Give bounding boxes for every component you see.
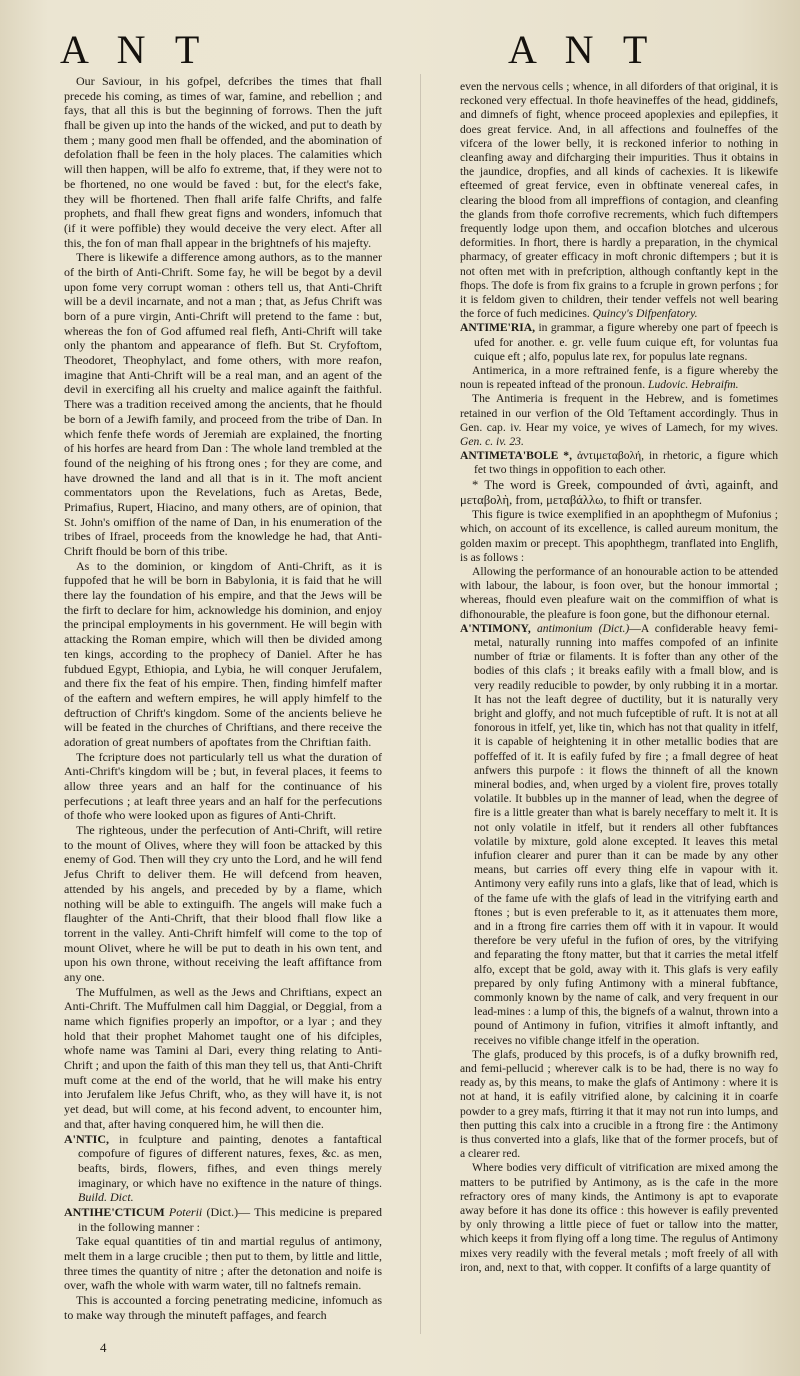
right-column <box>460 80 778 1275</box>
entry-source: Ludovic. Hebraifm. <box>648 378 739 392</box>
entry-term: ANTIME'RIA, <box>460 321 536 335</box>
dictionary-entry-antihecticum <box>64 1205 382 1234</box>
dictionary-entry-antimeria <box>460 321 778 364</box>
entry-greek: ἀντιμεταβολή, <box>576 449 645 463</box>
paragraph: The Muffulmen, as well as the Jews and Chriftians, expect an Anti-Chrift. The Muffulmen call him Daggial, or Deggial, from a name which fignifies properly an impoftor, or a lyar ; and they hold that their prophet Mahomet taught one of his difciples, whofe name was Tamini al Dari, every thing relating to Anti-Chrift ; and upon the faith of this man they tell us, that Anti-Chrift muft come at the end of the world, that he will make his entry into Jerufalem like Jefus Chrift, who, as they will have it, is not yet dead, but will come, at his fecond advent, to encounter him, and that, after having conquered him, he will then die. <box>64 984 382 1131</box>
entry-term: ANTIHE'CTICUM <box>64 1204 165 1219</box>
entry-source: (Dict.) <box>598 621 630 635</box>
entry-term-after: (Dict.)— This medicine is prepared in the following manner : <box>78 1204 383 1234</box>
entry-text: in grammar, a figure whereby one part of fpeech is ufed for another. e. gr. velle fuum cuique eft, for voluntas fua cuique eft ; alfo, populus late rex, for populus late regnans. <box>474 321 778 363</box>
entry-term-latin: Poterii <box>168 1204 203 1219</box>
paragraph: Take equal quantities of tin and martial regulus of antimony, melt them in a large crucible ; then put to them, by little and little, three times the quantity of nitre ; after the detonation and noife is over, wafh the whole with warm water, till no faltnefs remain. <box>64 1234 382 1293</box>
paragraph: Allowing the performance of an honourable action to be attended with labour, the labour, is foon over, but the honour immortal ; whereas, fhould even pleafure wait on the commiffion of what is difhonourable, the pleafure is foon gone, but the difhonour eternal. <box>460 564 778 621</box>
left-column <box>64 74 382 1322</box>
paragraph <box>460 392 778 449</box>
paragraph: This figure is twice exemplified in an apophthegm of Mufonius ; which, on account of its excellence, is called aureum monitum, the golden maxim or precept. This apophthegm, tranflated into Englifh, is as follows : <box>460 508 778 564</box>
dictionary-entry-antic <box>64 1132 382 1205</box>
page-number: 4 <box>100 1340 107 1355</box>
paragraph <box>460 80 778 321</box>
entry-source: Quincy's Difpenfatory. <box>592 307 698 321</box>
entry-term: A'NTIC, <box>64 1131 110 1146</box>
paragraph <box>460 364 778 392</box>
dictionary-entry-antimetabole <box>460 449 778 477</box>
entry-term-latin: antimonium <box>537 621 593 635</box>
running-head-right: A N T <box>508 27 658 72</box>
paragraph: Our Saviour, in his gofpel, defcribes the times that fhall precede his coming, as times of war, famine, and rebellion ; and fays, that all this is but the beginning of forrows. Then the juft fhall be given up into the hands of the wicked, and put to death by them ; many good men fhall be offended, and the abomination of defolation fhall be feen in the holy places. The calamities which will then happen, will be alfo fo extreme, that, if they were not to be fhortened, no one would be faved : but, for the elect's fake, they will be fhortened. Then fhall arife falfe Chrifts, and falfe prophets, and fhall fhew great figns and wonders, infomuch that (if it were poffible) they would deceive the very elect. After all this, the fon of man fhall appear in the brightnefs of his majefty. <box>64 74 382 250</box>
paragraph: Where bodies very difficult of vitrification are mixed among the matters to be putrified by Antimony, as is the cafe in the more refractory ores of many kinds, the Antimony is apt to evaporate away before it has done its office : this however is eafily prevented by only throwing a little piece of fuet or tallow into the matter, which keeps it from flying off a long time. The regulus of Antimony mixes very readily with the feveral metals ; moft freely of all with iron, and, next to that, with copper. It confifts of a large quantity of <box>460 1161 778 1274</box>
paragraph: As to the dominion, or kingdom of Anti-Chrift, as it is fuppofed that he will be born in Babylonia, it is faid that he will there lay the foundation of his empire, and that the Jews will be the firft to declare for him, acknowledge his dominion, and enjoy the principal employments in his government. He will begin with attacking the Roman empire, which will then be divided among ten kings, according to the prophecy of Daniel. After he has fubdued Egypt, Ethiopia, and Lybia, he will conquer Jerufalem, and there fix the feat of his empire. Then, finding himfelf mafter of the eaftern and weftern empires, he will apply himfelf to the deftruction of Chrift's kingdom. Some of the ancients believe he will be feated in the churches of Chriftians, and there receive the adoration of great numbers of apoftates from the Chriftian faith. <box>64 558 382 749</box>
entry-text: The Antimeria is frequent in the Hebrew, and is fometimes retained in our verfion of the Old Teftament accordingly. Thus in Gen. cap. iv. Hear my voice, ye wives of Lamech, for my wives. <box>460 392 778 434</box>
paragraph: There is likewife a difference among authors, as to the manner of the birth of Anti-Chrift. Some fay, he will be begot by a devil upon fome very corrupt woman : others tell us, that Anti-Chrift will be a devil incarnate, and not a man ; that, as Jefus Chrift was born of a pure virgin, Anti-Chrift will pretend to the fame : but, whereas the fon of God affumed real flefh, Anti-Chrift will take only the phantom and appearance of flefh. But St. Cryfoftom, Theodoret, Theophylact, and fome others, with more reafon, imagine that Anti-Chrift will be a real man, and an agent of the devil in exercifing all his cruelty and malice againft the faithful. There was a tradition received among the ancients, that he fhould be born of a Jewifh family, and proceed from the tribe of Dan. In which fenfe thefe words of Jeremiah are explained, the fnorting of his horfes are heard from Dan : The whole land trembled at the found of the neighing of his ftrong ones ; for they are come, and have drowned the land and all that is in it. The moft ancient commentators upon the Revelations, fuch as Aretas, Bede, Primafius, Rupert, Hiacino, and many others, are of opinion, that St. John's omiffion of the name of Dan, in his enumeration of the tribes of Ifrael, proceeds from the knowledge he had, that Anti-Chrift fhould be born of this tribe. <box>64 250 382 558</box>
entry-term: ANTIMETA'BOLE *, <box>460 449 573 463</box>
footnote: * The word is Greek, compounded of ἀντὶ, againft, and μεταβολὴ, from, μεταβάλλω, to fhift or transfer. <box>460 477 778 507</box>
running-head-left: A N T <box>60 27 210 72</box>
paragraph: The righteous, under the perfecution of Anti-Chrift, will retire to the mount of Olives, where they will foon be attacked by this enemy of God. Then will they cry unto the Lord, and he will fend Jefus Chrift to deliver them. He will defcend from heaven, attended by his angels, and preceded by by a flame, which nothing will be able to extinguifh. The angels will make fuch a flaughter of the Anti-Chrift, that their blood fhall flow like a torrent in the valley. Anti-Chrift himfelf will come to the top of mount Olivet, where he will be put to death in his own tent, and upon his own throne, without receiving the leaft affiftance from any one. <box>64 823 382 984</box>
entry-text: in fculpture and painting, denotes a fantaftical compofure of figures of different natures, fexes, &c. as men, beafts, birds, flowers, fifhes, and even things merely imaginary, or which have no exiftence in the nature of things. <box>78 1131 383 1190</box>
entry-text: even the nervous cells ; whence, in all diforders of that original, it is reckoned very effectual. In thofe heavineffes of the head, giddinefs, and dimnefs of fight, whence proceed apoplexies and epilepfies, it does great fervice. And, in all affections and foulneffes of the vifcera of the lower belly, it is reckoned inferior to nothing in cleanfing away and difcharging their impurities. Thus it obtains in the jaundice, dropfies, and all kinds of cachexies. It is likewife efteemed of great fervice, even in obftinate venereal cafes, in clearing the blood from all impreffions of contagion, and cleanfing the glands from thofe corrofive recrements, which fuch diftempers frequently lodge upon them, and occafion blotches and ulcerous deformities. In fhort, there is hardly a preparation, in the chymical pharmacy, of greater efficacy in moft chronic diftempers ; but it is not often met with in prefcription, although conftantly kept in the fhops. The dofe is from fix grains to a fcruple in grown perfons ; for it is feldom given to children, their tender veffels not well bearing the force of fuch medicines. <box>460 80 778 321</box>
dictionary-entry-antimony <box>460 622 778 1048</box>
column-divider <box>420 74 421 1334</box>
paragraph: The glafs, produced by this procefs, is of a dufky brownifh red, and femi-pellucid ; wherever calk is to be had, there is no way fo ready as, by this means, to make the glafs of Antimony : where it is not at hand, it is eafily vitrified alone, by calcining it in coarfe powder to a grey mafs, ftirring it that it may not run into lumps, and then putting this calx into a crucible in a ftrong fire : the Antimony is thus converted into a glafs, like that of the former procefs, but of a clearer red. <box>460 1047 778 1161</box>
entry-text: —A confiderable heavy femi-metal, naturally running into maffes compofed of an infinite number of ftriæ or filaments. It is fofter than any other of the bodies of this clafs ; it breaks eafily with a fmall blow, and is very readily reducible to powder, by only rubbing it in a mortar. It has not the leaft degree of ductility, but it is naturally very bright and gloffy, and not much fufceptible of ruft. It is not at all fonorous in itfelf, yet, like tin, which has not that quality in itfelf, it is capable of heightening it in other metallic bodies that are poffeffed of it. It is eafily fufed by fire ; a fmall degree of heat anfwers this purpofe : it flows the thinneft of all the known mineral bodies, and, when urged by a violent fire, proves totally volatile. It bubbles up in the manner of lead, when the degree of fire is a little greater than what is barely neceffary to melt it. It is not only volatile in itfelf, but it renders all other fubftances volatile by mixture, gold alone excepted. It leaves this metal infufion clearer and purer than it can be made by any other means, but carries off every thing elfe in vapour with it. Antimony very eafily runs into a glafs, like that of lead, which is of the fame ufe with the glafs of lead in the vitrifying earth and ftones ; but is even preferable to it, as it attenuates them more, and in a ftrong fire carries them off with it in vapour. It would therefore be very ufeful in the fufion of ores, by the vitrifying and feparating the ftony matter, but that it carries the metal itfelf alfo, except that be gold, away with it. This glafs is very eafily prepared by only fufing Antimony with a mineral fubftance, commonly known by the name of calk, and very frequent in our lead-mines : a lump of this, the bignefs of a walnut, thrown into a pound of Antimony in fufion, vitrifies it almoft inftantly, and receives no vifible change itfelf in the operation. <box>474 621 778 1047</box>
running-header <box>0 26 800 72</box>
entry-source: Gen. c. iv. 23. <box>460 435 524 449</box>
paragraph: The fcripture does not particularly tell us what the duration of Anti-Chrift's kingdom will be ; but, in feveral places, it feems to allow three years and an half for the continuance of his perfecutions ; at leaft three years and an half for the perfecutions of thofe who were looked upon as figures of Anti-Chrift. <box>64 749 382 823</box>
entry-source: Build. Dict. <box>78 1190 134 1205</box>
paragraph: This is accounted a forcing penetrating medicine, infomuch as to make way through the minuteft paffages, and fearch <box>64 1293 382 1322</box>
entry-term: A'NTIMONY, <box>460 621 531 635</box>
entry-text: in rhetoric, a figure which fet two things in oppofition to each other. <box>474 449 779 477</box>
entry-text: Antimerica, in a more reftrained fenfe, is a figure whereby the noun is repeated inftead of the pronoun. <box>460 364 778 392</box>
